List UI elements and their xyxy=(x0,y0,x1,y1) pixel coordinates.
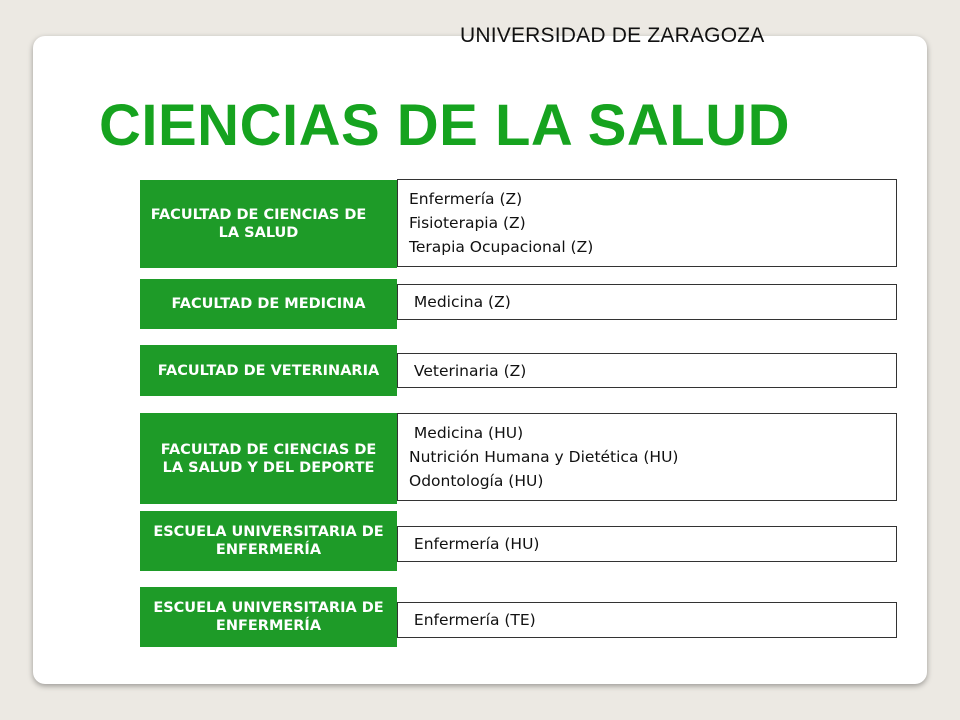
faculty-box-veterinaria xyxy=(140,345,397,396)
faculty-label: FACULTAD DE MEDICINA xyxy=(171,296,366,312)
university-name: UNIVERSIDAD DE ZARAGOZA xyxy=(460,24,765,47)
faculty-label: FACULTAD DE CIENCIAS DE LA SALUD Y DEL DEPORTE xyxy=(160,441,377,476)
program-item: Medicina (Z) xyxy=(409,293,511,311)
faculty-box-enfermeria-hu xyxy=(140,511,397,571)
faculty-box-salud-deporte xyxy=(140,413,397,504)
programs-box-ciencias-salud xyxy=(397,179,897,267)
program-item: Odontología (HU) xyxy=(409,472,544,490)
program-item: Enfermería (TE) xyxy=(409,611,536,629)
program-item: Enfermería (HU) xyxy=(409,535,540,553)
program-item: Nutrición Humana y Dietética (HU) xyxy=(409,448,679,466)
page-title: CIENCIAS DE LA SALUD xyxy=(99,93,790,158)
programs-box-veterinaria xyxy=(397,353,897,388)
program-item: Fisioterapia (Z) xyxy=(409,214,526,232)
program-item: Enfermería (Z) xyxy=(409,190,523,208)
program-item: Medicina (HU) xyxy=(409,424,524,442)
faculty-label: ESCUELA UNIVERSITARIA DE ENFERMERÍA xyxy=(153,524,384,558)
faculty-label: ESCUELA UNIVERSITARIA DE ENFERMERÍA xyxy=(153,600,384,634)
faculty-box-ciencias-salud xyxy=(140,180,397,268)
faculty-label: FACULTAD DE VETERINARIA xyxy=(157,362,380,379)
program-item: Terapia Ocupacional (Z) xyxy=(409,238,594,256)
program-item: Veterinaria (Z) xyxy=(409,361,527,380)
programs-box-enfermeria-hu xyxy=(397,526,897,562)
faculty-box-enfermeria-te xyxy=(140,587,397,647)
programs-box-salud-deporte xyxy=(397,413,897,501)
faculty-box-medicina xyxy=(140,279,397,329)
programs-box-medicina xyxy=(397,284,897,320)
programs-box-enfermeria-te xyxy=(397,602,897,638)
faculty-label: FACULTAD DE CIENCIAS DE LA SALUD xyxy=(150,207,367,241)
